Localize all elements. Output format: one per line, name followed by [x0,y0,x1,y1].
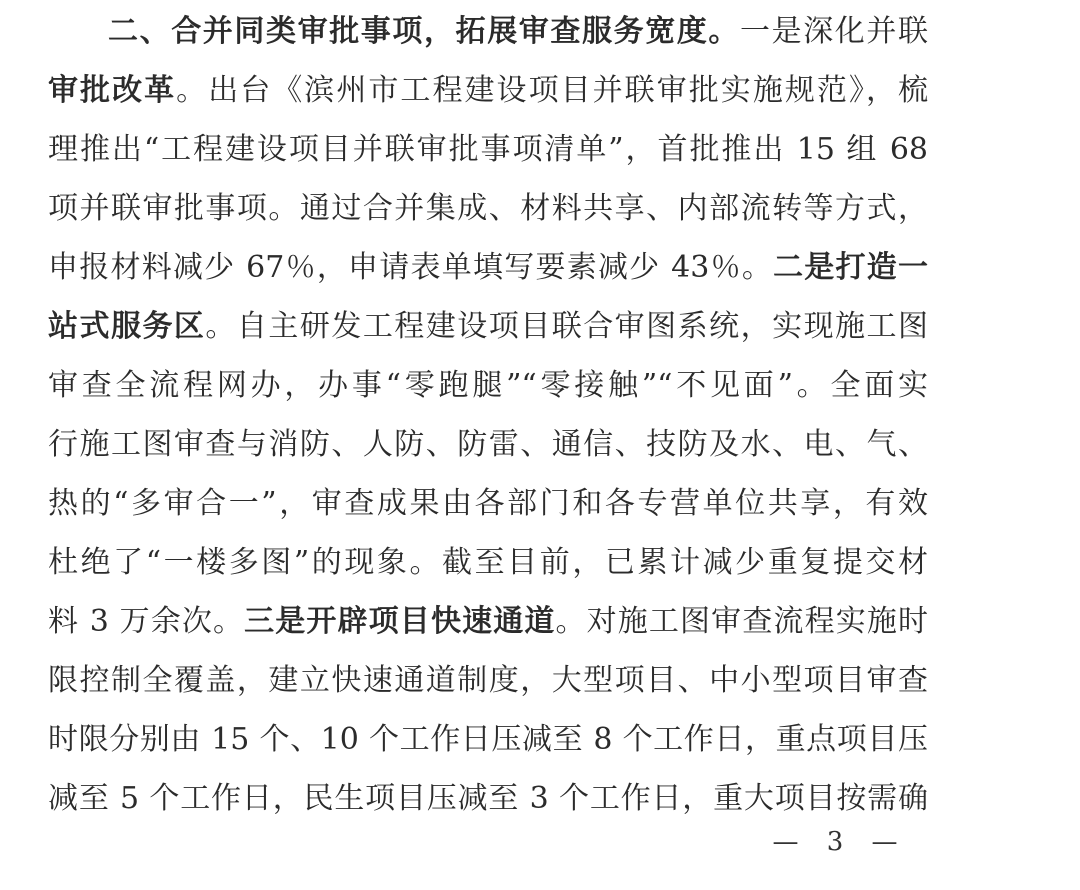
text-line [48,120,928,179]
text-segment: 行施工图审查与消防、人防、防雷、通信、技防及水、电、气、 [48,427,928,462]
bold-heading-segment: 三是开辟项目快速通道 [244,604,556,639]
bold-heading-segment: 二是打造一 [773,250,928,285]
text-line [48,592,928,651]
text-line [48,61,928,120]
bold-heading-segment: 二、合并同类审批事项，拓展审查服务宽度。 [108,14,740,49]
text-line [48,533,928,592]
text-line [48,2,928,61]
text-segment: 杜绝了“一楼多图”的现象。截至目前，已累计减少重复提交材 [48,545,928,580]
text-line [48,651,928,710]
text-segment: 理推出“工程建设项目并联审批事项清单”，首批推出 15 组 68 [48,132,928,167]
text-line [48,356,928,415]
document-body [48,2,928,828]
bold-heading-segment: 审批改革 [48,73,177,108]
text-segment: 。自主研发工程建设项目联合审图系统，实现施工图 [205,309,928,344]
text-segment: 时限分别由 15 个、10 个工作日压减至 8 个工作日，重点项目压 [48,722,928,757]
text-line [48,415,928,474]
text-segment: 申报材料减少 67％，申请表单填写要素减少 43％。 [48,250,774,285]
text-segment: 项并联审批事项。通过合并集成、材料共享、内部流转等方式， [48,191,928,226]
text-segment: 限控制全覆盖，建立快速通道制度，大型项目、中小型项目审查 [48,663,928,698]
text-line [48,238,928,297]
text-line [48,297,928,356]
text-line [48,474,928,533]
text-line [48,179,928,238]
text-segment: 。出台《滨州市工程建设项目并联审批实施规范》，梳 [176,73,928,108]
text-segment: 。对施工图审查流程实施时 [555,604,928,639]
text-segment: 减至 5 个工作日，民生项目压减至 3 个工作日，重大项目按需确 [48,781,928,816]
page-number: — 3 — [772,827,908,857]
text-segment: 热的“多审合一”，审查成果由各部门和各专营单位共享，有效 [48,486,928,521]
text-segment: 一是深化并联 [740,14,928,49]
text-line [48,769,928,828]
text-line [48,710,928,769]
text-segment: 审查全流程网办，办事“零跑腿”“零接触”“不见面”。全面实 [48,368,928,403]
text-segment: 料 3 万余次。 [48,604,245,639]
bold-heading-segment: 站式服务区 [48,309,206,344]
